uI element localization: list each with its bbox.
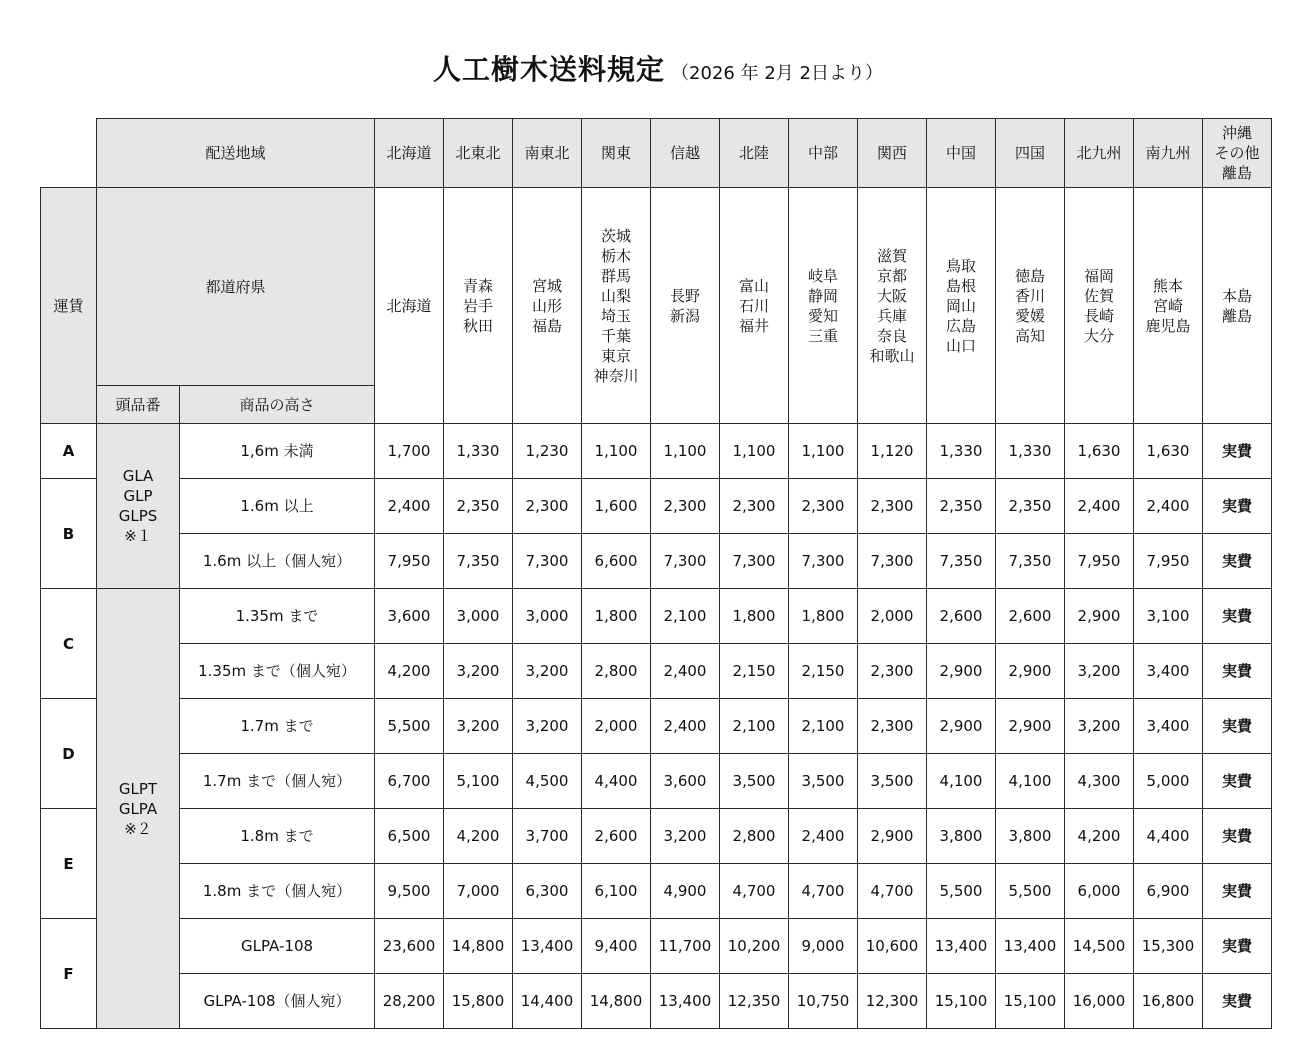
rate-cell: 1,630 [1065, 424, 1134, 479]
rate-row [41, 424, 1272, 479]
region-header-6: 中部 [789, 119, 858, 188]
rate-cell: 2,150 [789, 644, 858, 699]
rate-cell: 7,300 [513, 534, 582, 589]
rate-cell-actual-cost: 実費 [1203, 974, 1272, 1029]
rate-cell: 5,500 [996, 864, 1065, 919]
rate-cell: 1,100 [720, 424, 789, 479]
rate-cell-actual-cost: 実費 [1203, 699, 1272, 754]
product-height: GLPA-108 [180, 919, 375, 974]
rate-cell: 2,900 [858, 809, 927, 864]
rate-cell: 2,300 [789, 479, 858, 534]
rate-cell: 13,400 [996, 919, 1065, 974]
rate-cell: 4,100 [927, 754, 996, 809]
rate-row [41, 864, 1272, 919]
rate-cell: 3,200 [651, 809, 720, 864]
product-code: GLPS [118, 507, 158, 525]
rate-cell: 3,500 [720, 754, 789, 809]
fare-header: 運賃 [41, 188, 97, 424]
region-header-5: 北陸 [720, 119, 789, 188]
rate-cell: 3,200 [513, 644, 582, 699]
prefecture-name: 京都 [877, 266, 908, 285]
rate-cell: 4,200 [1065, 809, 1134, 864]
product-height-header: 商品の高さ [180, 386, 375, 424]
rate-cell: 2,000 [582, 699, 651, 754]
prefecture-name: 北海道 [386, 296, 432, 315]
rate-cell: 2,100 [651, 589, 720, 644]
rate-cell: 1,800 [789, 589, 858, 644]
rate-cell: 6,600 [582, 534, 651, 589]
product-code: GLPT [118, 779, 158, 798]
product-code: ※２ [124, 819, 152, 838]
region-header-10: 北九州 [1065, 119, 1134, 188]
rate-cell: 1,600 [582, 479, 651, 534]
rate-cell: 1,800 [720, 589, 789, 644]
rate-cell: 2,400 [1065, 479, 1134, 534]
rate-cell: 2,600 [996, 589, 1065, 644]
rate-cell: 1,100 [651, 424, 720, 479]
rate-cell: 2,100 [789, 699, 858, 754]
rate-cell: 6,100 [582, 864, 651, 919]
rate-cell: 1,120 [858, 424, 927, 479]
prefecture-name: 佐賀 [1084, 286, 1115, 305]
rate-cell-actual-cost: 実費 [1203, 589, 1272, 644]
prefecture-name: 鳥取 [946, 256, 977, 275]
rate-cell: 2,900 [927, 644, 996, 699]
rate-cell: 3,200 [1065, 644, 1134, 699]
rate-cell: 4,900 [651, 864, 720, 919]
rate-cell: 9,000 [789, 919, 858, 974]
prefecture-name: 新潟 [670, 306, 701, 325]
prefecture-list-9 [996, 188, 1065, 424]
prefecture-list-3 [582, 188, 651, 424]
product-code: GLP [123, 487, 153, 505]
rate-cell: 7,300 [789, 534, 858, 589]
okinawa-label-line: 沖縄 [1222, 124, 1253, 142]
rate-cell: 3,200 [1065, 699, 1134, 754]
prefecture-name: 滋賀 [877, 246, 908, 265]
product-code: ※１ [124, 527, 152, 545]
prefecture-name: 大分 [1084, 326, 1115, 345]
rate-cell: 2,800 [720, 809, 789, 864]
product-height: 1.7m まで [180, 699, 375, 754]
prefecture-list-0 [375, 188, 444, 424]
prefecture-name: 福島 [532, 316, 563, 335]
rate-cell: 6,500 [375, 809, 444, 864]
rate-cell: 2,600 [927, 589, 996, 644]
rate-cell: 10,750 [789, 974, 858, 1029]
rate-cell: 7,950 [1065, 534, 1134, 589]
prefecture-list-2 [513, 188, 582, 424]
rate-cell: 1,230 [513, 424, 582, 479]
rate-cell: 4,400 [582, 754, 651, 809]
rate-cell: 2,400 [651, 699, 720, 754]
prefecture-name: 福岡 [1084, 266, 1115, 285]
rate-cell: 15,800 [444, 974, 513, 1029]
prefectures-header: 都道府県 [97, 188, 375, 386]
rate-cell-actual-cost: 実費 [1203, 644, 1272, 699]
prefecture-name: 徳島 [1015, 266, 1046, 285]
prefecture-name: 千葉 [601, 326, 632, 345]
rank-label-D: D [41, 699, 97, 809]
product-code-header: 頭品番 [97, 386, 180, 424]
rate-row [41, 644, 1272, 699]
rate-cell: 7,350 [444, 534, 513, 589]
rate-cell: 2,900 [1065, 589, 1134, 644]
rate-cell: 2,100 [720, 699, 789, 754]
rate-row [41, 754, 1272, 809]
prefecture-name: 本島 [1222, 286, 1253, 305]
rate-cell: 3,800 [927, 809, 996, 864]
prefecture-list-4 [651, 188, 720, 424]
prefecture-name: 離島 [1222, 306, 1253, 325]
rate-cell: 2,300 [720, 479, 789, 534]
prefecture-name: 群馬 [601, 266, 632, 285]
region-header-2: 南東北 [513, 119, 582, 188]
rate-row [41, 534, 1272, 589]
prefecture-name: 愛媛 [1015, 306, 1046, 325]
region-header-7: 関西 [858, 119, 927, 188]
rate-cell-actual-cost: 実費 [1203, 754, 1272, 809]
rate-cell: 3,200 [444, 644, 513, 699]
rate-row [41, 589, 1272, 644]
region-header-4: 信越 [651, 119, 720, 188]
rate-cell: 3,600 [651, 754, 720, 809]
product-height: 1.6m 以上（個人宛） [180, 534, 375, 589]
rate-cell: 4,500 [513, 754, 582, 809]
rate-cell: 15,300 [1134, 919, 1203, 974]
prefecture-name: 愛知 [808, 306, 839, 325]
rate-cell: 14,800 [582, 974, 651, 1029]
rate-cell-actual-cost: 実費 [1203, 534, 1272, 589]
rate-cell: 14,400 [513, 974, 582, 1029]
rate-cell: 7,350 [996, 534, 1065, 589]
rate-cell: 2,400 [651, 644, 720, 699]
rate-cell: 3,000 [444, 589, 513, 644]
rate-cell: 3,500 [858, 754, 927, 809]
rate-cell: 4,100 [996, 754, 1065, 809]
product-height: 1.35m まで（個人宛） [180, 644, 375, 699]
rank-label-F: F [41, 919, 97, 1029]
rate-cell-actual-cost: 実費 [1203, 919, 1272, 974]
rate-cell-actual-cost: 実費 [1203, 864, 1272, 919]
rate-cell: 2,400 [789, 809, 858, 864]
rate-row [41, 699, 1272, 754]
prefecture-list-11 [1134, 188, 1203, 424]
rate-cell: 16,800 [1134, 974, 1203, 1029]
prefecture-list-6 [789, 188, 858, 424]
rate-cell: 2,300 [858, 479, 927, 534]
rate-row [41, 479, 1272, 534]
rate-cell: 6,900 [1134, 864, 1203, 919]
rate-cell: 2,350 [996, 479, 1065, 534]
rate-cell: 3,400 [1134, 699, 1203, 754]
prefecture-name: 山梨 [601, 286, 632, 305]
rate-cell: 3,800 [996, 809, 1065, 864]
rate-cell: 2,900 [996, 644, 1065, 699]
rate-cell: 1,330 [927, 424, 996, 479]
rate-cell: 15,100 [996, 974, 1065, 1029]
okinawa-label-line: その他 [1214, 144, 1260, 162]
shipping-rate-table [40, 118, 1272, 1029]
rate-cell: 4,300 [1065, 754, 1134, 809]
rate-cell: 2,600 [582, 809, 651, 864]
prefecture-name: 秋田 [463, 316, 494, 335]
rate-cell: 2,300 [651, 479, 720, 534]
prefecture-name: 和歌山 [869, 346, 915, 365]
prefecture-name: 兵庫 [877, 306, 908, 325]
region-header-9: 四国 [996, 119, 1065, 188]
rate-cell: 2,300 [513, 479, 582, 534]
rate-cell: 16,000 [1065, 974, 1134, 1029]
region-header-row [41, 119, 1272, 188]
prefecture-list-7 [858, 188, 927, 424]
rate-cell: 2,900 [996, 699, 1065, 754]
rate-cell: 5,100 [444, 754, 513, 809]
rate-cell: 3,400 [1134, 644, 1203, 699]
prefecture-name: 茨城 [601, 226, 632, 245]
page-title [0, 48, 1316, 88]
rate-cell: 14,500 [1065, 919, 1134, 974]
region-header-0: 北海道 [375, 119, 444, 188]
rate-cell: 13,400 [927, 919, 996, 974]
rate-cell: 2,300 [858, 699, 927, 754]
prefecture-name: 神奈川 [593, 366, 639, 385]
rate-cell: 4,700 [720, 864, 789, 919]
prefecture-name: 青森 [463, 276, 494, 295]
prefecture-name: 香川 [1015, 286, 1046, 305]
rate-cell: 7,350 [927, 534, 996, 589]
product-code: GLA [122, 467, 154, 485]
rate-cell-actual-cost: 実費 [1203, 479, 1272, 534]
prefecture-name: 東京 [601, 346, 632, 365]
rate-cell: 1,700 [375, 424, 444, 479]
rate-cell-actual-cost: 実費 [1203, 809, 1272, 864]
prefecture-name: 奈良 [877, 326, 908, 345]
rate-cell: 13,400 [651, 974, 720, 1029]
rate-cell: 3,100 [1134, 589, 1203, 644]
rate-row [41, 919, 1272, 974]
product-height: 1.35m まで [180, 589, 375, 644]
rate-cell: 7,300 [720, 534, 789, 589]
prefecture-row [41, 188, 1272, 386]
prefecture-name: 山形 [532, 296, 563, 315]
rate-cell: 5,500 [927, 864, 996, 919]
rate-cell: 28,200 [375, 974, 444, 1029]
rate-cell: 3,500 [789, 754, 858, 809]
rate-cell: 7,950 [1134, 534, 1203, 589]
rate-cell: 15,100 [927, 974, 996, 1029]
prefecture-name: 栃木 [601, 246, 632, 265]
rate-cell: 3,600 [375, 589, 444, 644]
prefecture-list-12 [1203, 188, 1272, 424]
rate-cell: 2,400 [1134, 479, 1203, 534]
region-header-3: 関東 [582, 119, 651, 188]
prefecture-name: 山口 [946, 336, 977, 355]
product-code: GLPA [118, 799, 158, 818]
prefecture-name: 鹿児島 [1145, 316, 1191, 335]
rate-cell: 2,150 [720, 644, 789, 699]
rate-cell: 1,330 [444, 424, 513, 479]
product-height: 1.8m まで [180, 809, 375, 864]
rate-cell: 7,000 [444, 864, 513, 919]
product-height: 1,6m 未満 [180, 424, 375, 479]
rank-label-B: B [41, 479, 97, 589]
rate-cell: 5,500 [375, 699, 444, 754]
prefecture-name: 富山 [739, 276, 770, 295]
rate-cell: 3,200 [444, 699, 513, 754]
prefecture-list-1 [444, 188, 513, 424]
rate-row [41, 974, 1272, 1029]
rate-cell: 2,900 [927, 699, 996, 754]
rate-cell: 14,800 [444, 919, 513, 974]
prefecture-name: 埼玉 [601, 306, 632, 325]
rate-cell: 11,700 [651, 919, 720, 974]
rate-cell: 2,350 [927, 479, 996, 534]
rate-cell: 4,700 [858, 864, 927, 919]
rate-cell: 5,000 [1134, 754, 1203, 809]
rate-cell: 7,300 [651, 534, 720, 589]
rate-cell: 6,700 [375, 754, 444, 809]
product-height: 1.8m まで（個人宛） [180, 864, 375, 919]
prefecture-name: 宮崎 [1153, 296, 1184, 315]
prefecture-name: 福井 [739, 316, 770, 335]
product-height: 1.7m まで（個人宛） [180, 754, 375, 809]
okinawa-label-line: 離島 [1222, 164, 1253, 182]
rate-cell: 1,100 [789, 424, 858, 479]
prefecture-name: 大阪 [877, 286, 908, 305]
rate-cell: 4,200 [375, 644, 444, 699]
rank-label-E: E [41, 809, 97, 919]
rank-label-C: C [41, 589, 97, 699]
rate-cell: 2,000 [858, 589, 927, 644]
rank-label-A: A [41, 424, 97, 479]
region-header-8: 中国 [927, 119, 996, 188]
rate-cell: 9,400 [582, 919, 651, 974]
rate-cell: 6,300 [513, 864, 582, 919]
product-group-g1 [97, 424, 180, 589]
rate-cell: 4,200 [444, 809, 513, 864]
prefecture-name: 島根 [946, 276, 977, 295]
delivery-area-header: 配送地域 [97, 119, 375, 188]
rate-cell: 23,600 [375, 919, 444, 974]
region-header-1: 北東北 [444, 119, 513, 188]
rate-cell: 3,200 [513, 699, 582, 754]
rate-cell: 3,000 [513, 589, 582, 644]
title-main: 人工樹木送料規定 [433, 53, 666, 86]
product-group-g2 [97, 589, 180, 1029]
rate-cell: 12,350 [720, 974, 789, 1029]
rate-cell: 2,350 [444, 479, 513, 534]
rate-cell: 4,400 [1134, 809, 1203, 864]
title-effective-date: （2026 年 2月 2日より） [671, 63, 883, 84]
rate-cell: 1,330 [996, 424, 1065, 479]
rate-cell: 2,400 [375, 479, 444, 534]
rate-cell: 2,300 [858, 644, 927, 699]
region-header-okinawa [1203, 119, 1272, 188]
prefecture-name: 岡山 [946, 296, 977, 315]
rate-cell: 4,700 [789, 864, 858, 919]
rate-cell: 3,700 [513, 809, 582, 864]
prefecture-name: 長崎 [1084, 306, 1115, 325]
prefecture-list-8 [927, 188, 996, 424]
rate-cell-actual-cost: 実費 [1203, 424, 1272, 479]
rate-row [41, 809, 1272, 864]
rate-cell: 7,300 [858, 534, 927, 589]
rate-cell: 2,800 [582, 644, 651, 699]
prefecture-name: 熊本 [1153, 276, 1184, 295]
prefecture-list-10 [1065, 188, 1134, 424]
prefecture-name: 石川 [739, 296, 770, 315]
prefecture-name: 高知 [1015, 326, 1046, 345]
region-header-11: 南九州 [1134, 119, 1203, 188]
prefecture-name: 宮城 [532, 276, 563, 295]
rate-cell: 1,100 [582, 424, 651, 479]
rate-cell: 7,950 [375, 534, 444, 589]
prefecture-name: 静岡 [808, 286, 839, 305]
prefecture-name: 三重 [808, 326, 839, 345]
rate-cell: 13,400 [513, 919, 582, 974]
rate-cell: 1,630 [1134, 424, 1203, 479]
corner-blank [41, 119, 97, 188]
rate-cell: 1,800 [582, 589, 651, 644]
product-height: GLPA-108（個人宛） [180, 974, 375, 1029]
product-height: 1.6m 以上 [180, 479, 375, 534]
rate-cell: 9,500 [375, 864, 444, 919]
rate-cell: 10,600 [858, 919, 927, 974]
prefecture-name: 長野 [670, 286, 701, 305]
rate-cell: 10,200 [720, 919, 789, 974]
prefecture-name: 岐阜 [808, 266, 839, 285]
rate-cell: 6,000 [1065, 864, 1134, 919]
rate-cell: 12,300 [858, 974, 927, 1029]
prefecture-name: 広島 [946, 316, 977, 335]
prefecture-name: 岩手 [463, 296, 494, 315]
prefecture-list-5 [720, 188, 789, 424]
